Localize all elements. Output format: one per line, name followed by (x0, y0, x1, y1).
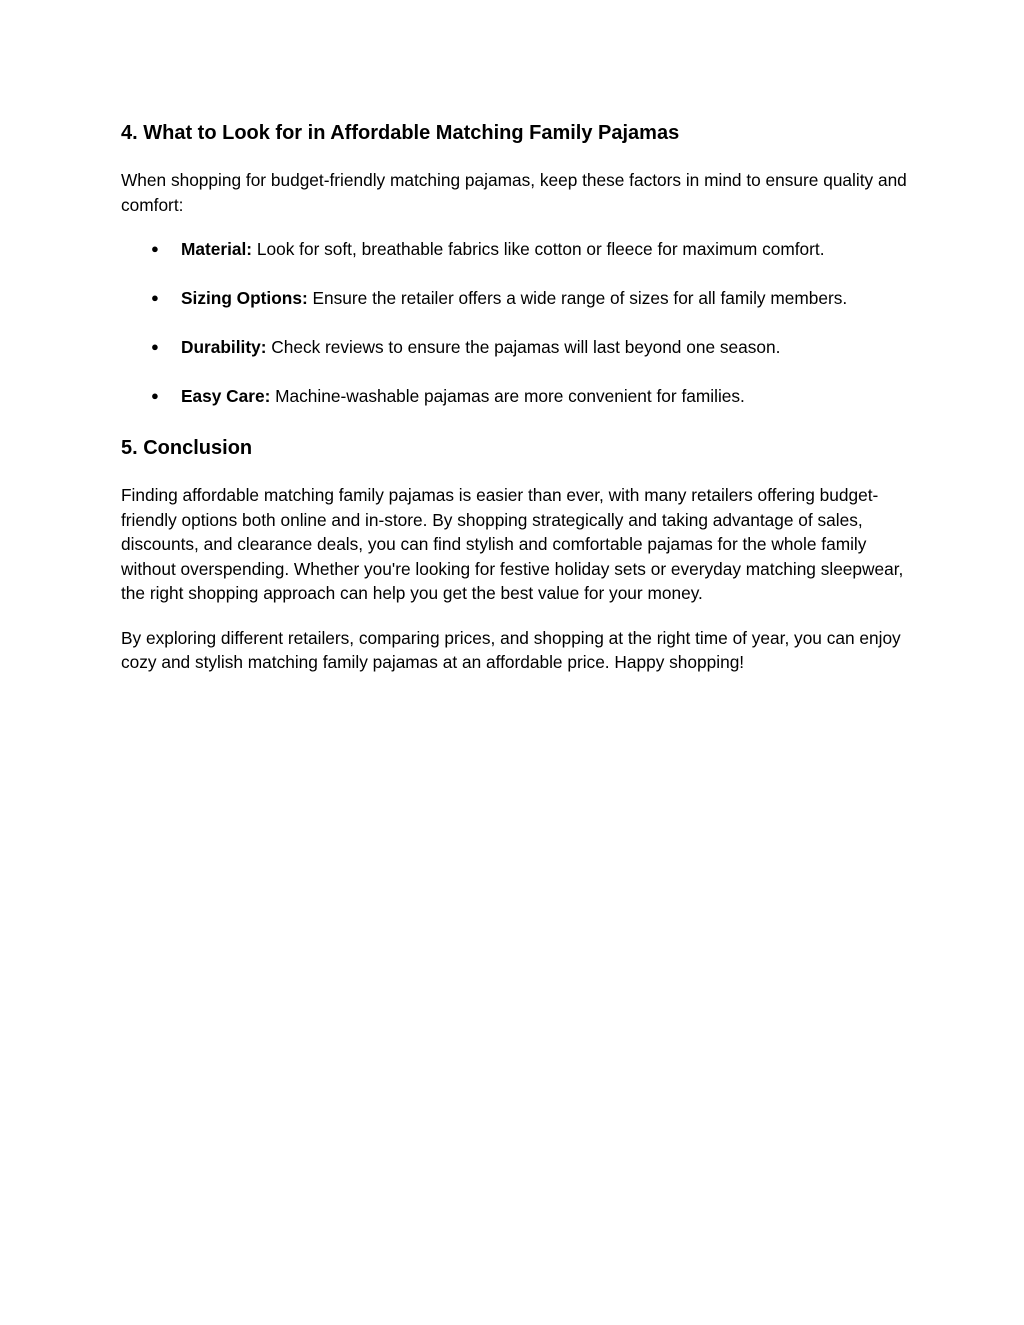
section-heading-what-to-look-for: 4. What to Look for in Affordable Matching Family Pajamas (121, 122, 680, 144)
list-item-text: Look for soft, breathable fabrics like cotton or fleece for maximum comfort. (256, 239, 825, 259)
bullet-icon: ● (151, 388, 159, 403)
conclusion-paragraph-2: By exploring different retailers, comparing prices, and shopping at the right time of year, you can enjoy cozy and stylish matching family pajamas at an affordable price. Happy shopping! (121, 627, 901, 672)
bullet-icon: ● (151, 241, 159, 256)
bullet-icon: ● (151, 290, 159, 305)
factors-list (121, 237, 911, 409)
list-item-text: Ensure the retailer offers a wide range of sizes for all family members. (312, 288, 848, 308)
list-item-text: Machine-washable pajamas are more convenient for families. (275, 386, 745, 406)
list-item-text: Check reviews to ensure the pajamas will last beyond one season. (271, 337, 781, 357)
list-item-term: Material: (181, 239, 253, 259)
list-item-sizing-options (121, 286, 911, 311)
list-item-term: Durability: (181, 337, 267, 357)
section-intro-paragraph: When shopping for budget-friendly matching pajamas, keep these factors in mind to ensure quality and comfort: (121, 170, 907, 215)
list-item-easy-care (121, 384, 911, 409)
bullet-icon: ● (151, 339, 159, 354)
list-item-term: Sizing Options: (181, 288, 308, 308)
section-heading-conclusion: 5. Conclusion (121, 437, 253, 459)
list-item-term: Easy Care: (181, 386, 271, 406)
document-content (121, 118, 911, 675)
conclusion-paragraph-1: Finding affordable matching family pajamas is easier than ever, with many retailers offering budget-friendly options both online and in-store. By shopping strategically and taking advantage of sales, discounts, and clearance deals, you can find stylish and comfortable pajamas for the whole family without overspending. Whether you're looking for festive holiday sets or everyday matching sleepwear, the right shopping approach can help you get the best value for your money. (121, 485, 904, 603)
list-item-material (121, 237, 911, 262)
list-item-durability (121, 335, 911, 360)
